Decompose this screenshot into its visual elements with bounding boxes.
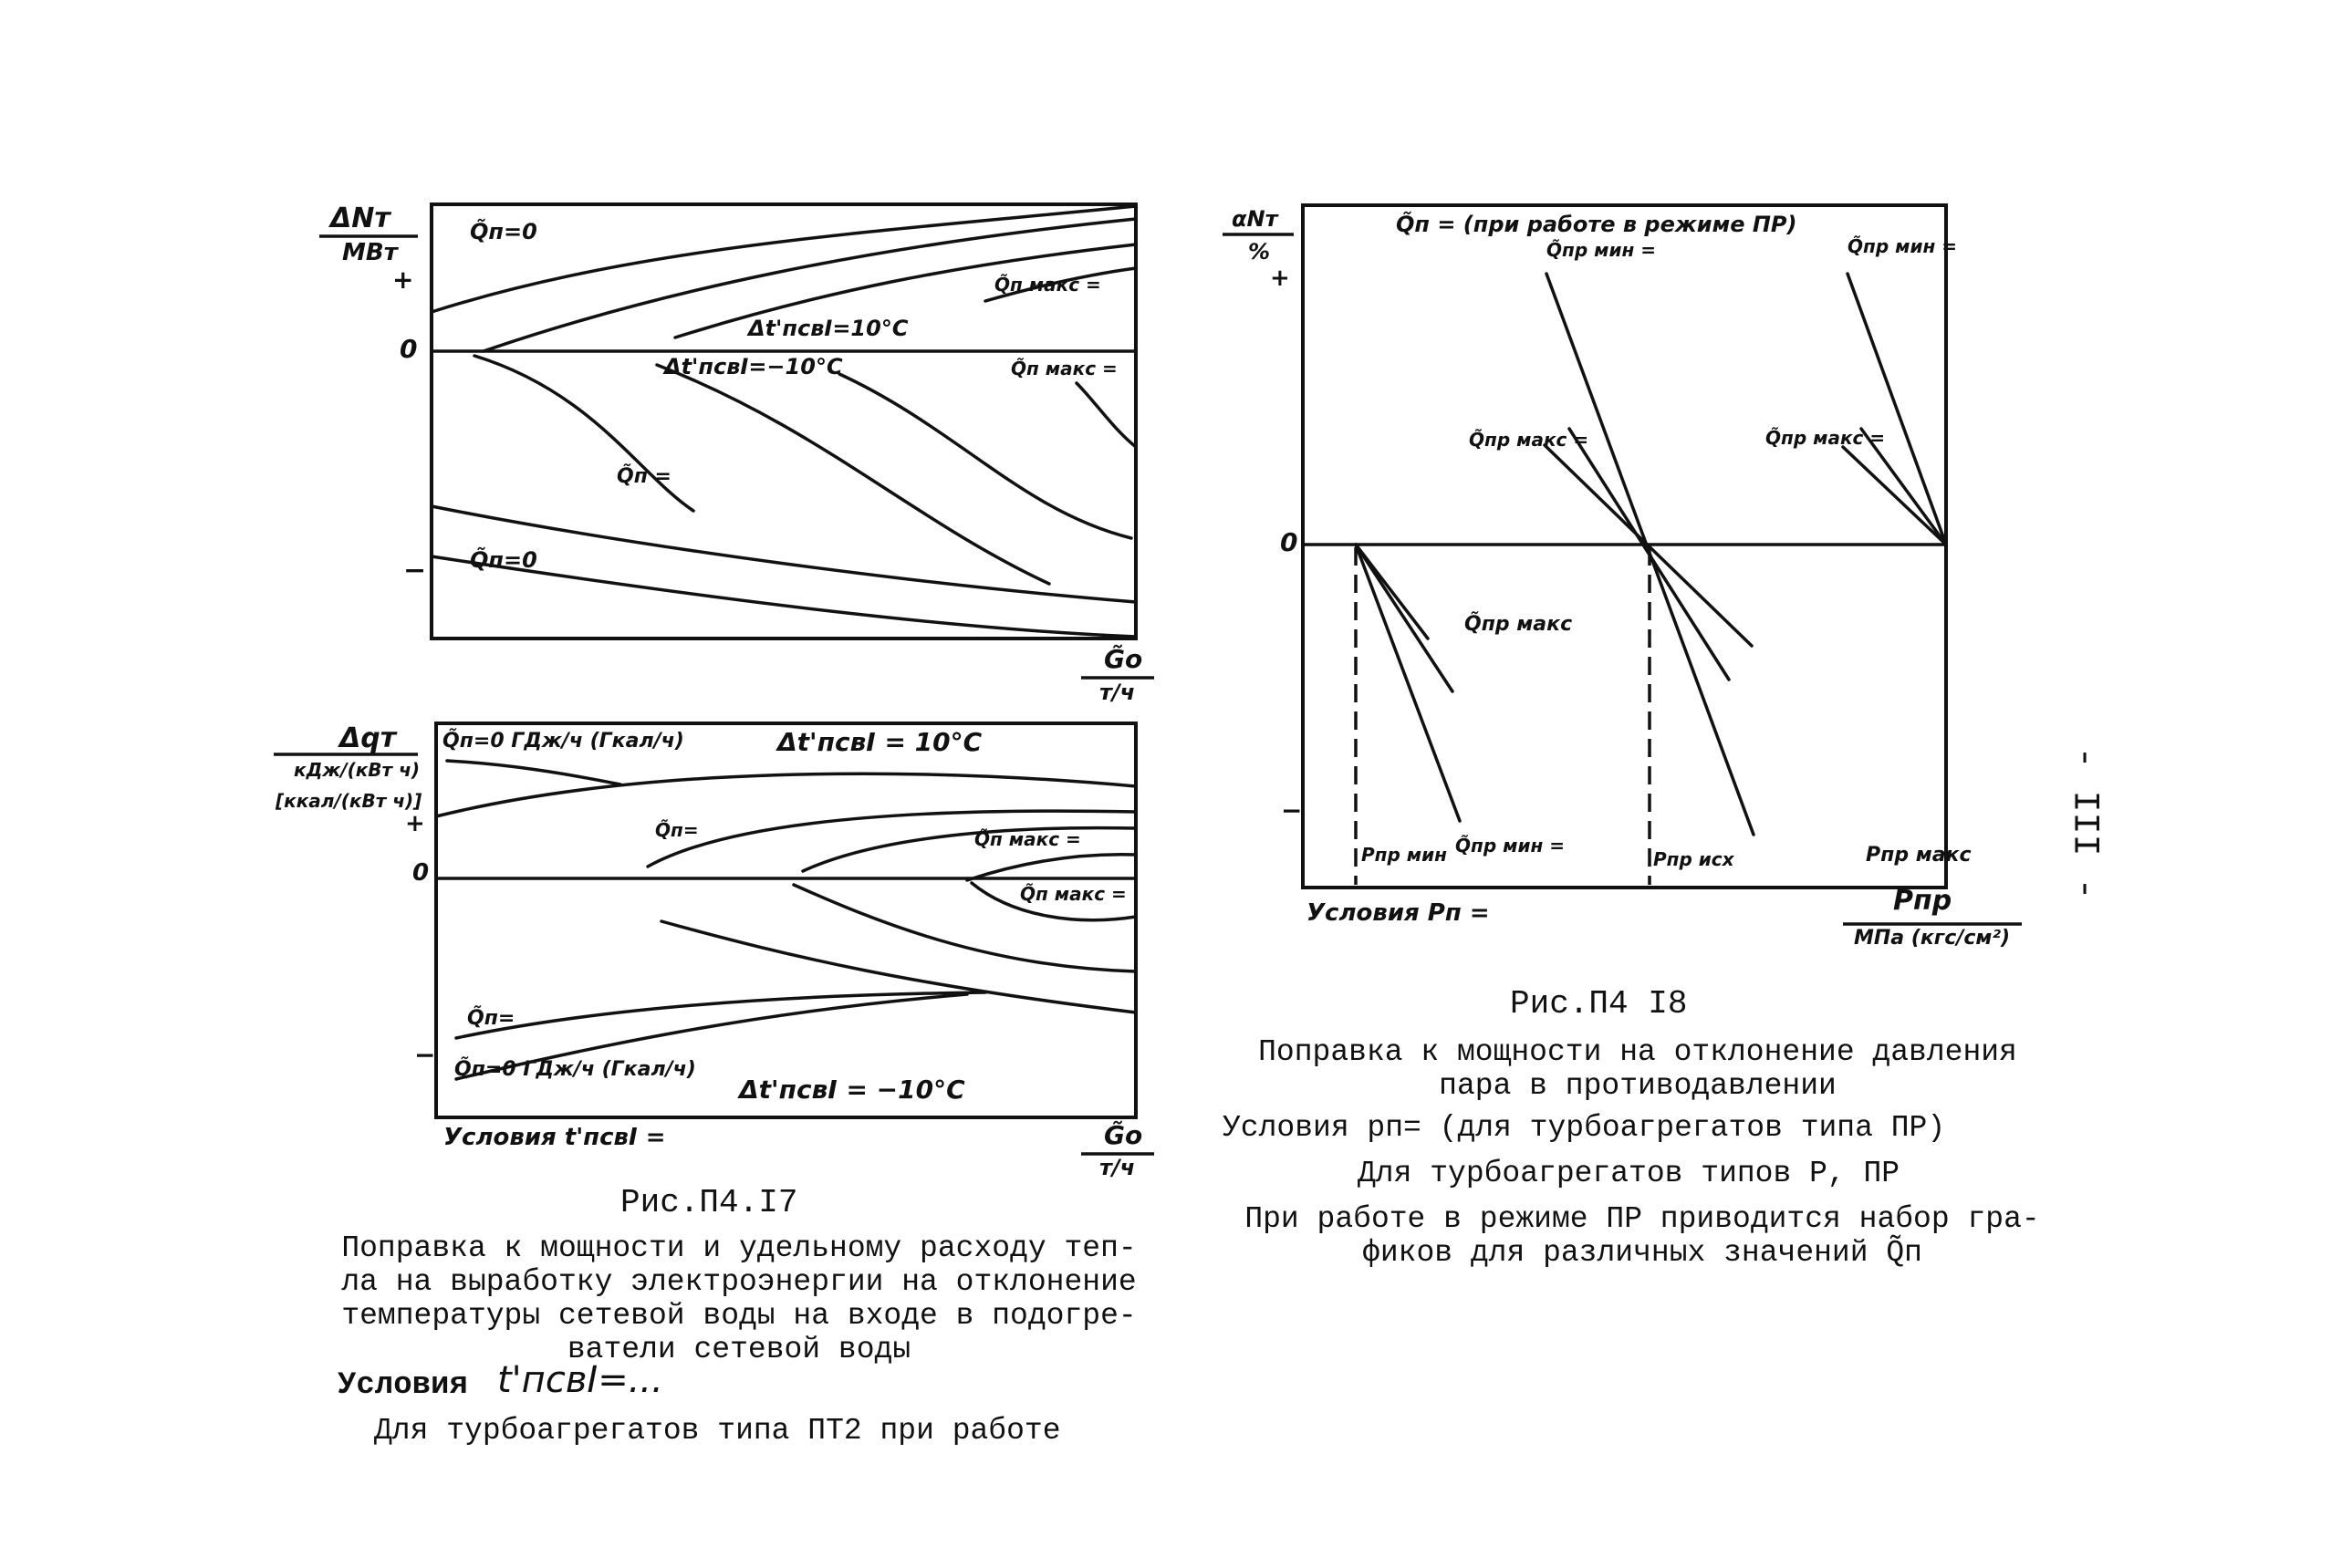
bottom-chart-plus-sign: + [405, 810, 425, 837]
fig18-note [1213, 1202, 2071, 1270]
fig18-frame [1303, 205, 1946, 888]
fig17-caption-line-2: ла на выработку электроэнергии на отклонение [341, 1265, 1137, 1299]
fig18-conditions-line: Условия pп= (для турбоагрегатов типа ПР) [1223, 1111, 1946, 1145]
top-chart-ylabel-denominator: МВт [342, 239, 398, 266]
top-label-qn-eq: Q̃п = [617, 465, 671, 488]
bottom-label-qn-eq-1: Q̃п= [655, 819, 699, 841]
top-chart-minus-sign: − [403, 555, 427, 587]
fig18-line-left-3 [1356, 545, 1428, 639]
bottom-label-qn-max-1: Q̃п макс = [974, 828, 1081, 850]
bottom-chart-xlabel-denominator: т/ч [1099, 1155, 1136, 1180]
fig18-caption [1227, 1035, 2048, 1103]
fig18-label-qpr-max-2: Q̃пр макс = [1765, 427, 1886, 449]
top-chart-xlabel-denominator: т/ч [1099, 680, 1136, 705]
top-label-qn-max-mid: Q̃п макс = [1011, 358, 1118, 379]
bottom-label-dt-minus: Δt'псвI = −10°C [739, 1075, 965, 1105]
fig18-label-qpr-max-3: Q̃пр макс [1464, 613, 1573, 636]
fig18-conditions: Условия Pп = [1306, 899, 1490, 927]
bottom-label-qn-zero-bottom: Q̃п=0 ГДж/ч (Гкал/ч) [454, 1058, 696, 1081]
fig17-note: Для турбоагрегатов типа ПТ2 при работе [374, 1414, 1061, 1448]
top-label-qn-zero: Q̃п=0 [470, 219, 537, 244]
top-chart-xlabel-numerator: G̃o [1104, 644, 1143, 674]
page-number: - III - [2063, 746, 2105, 900]
fig18-label-p-isx: Pпр исх [1653, 848, 1734, 870]
fig18-line-left-1 [1356, 545, 1460, 821]
bottom-label-dt-plus: Δt'псвI = 10°C [777, 727, 983, 757]
fig17-caption-line-1: Поправка к мощности и удельному расходу теп- [341, 1231, 1137, 1265]
fig17-caption-line-3: температуры сетевой воды на входе в подогре- [341, 1299, 1137, 1333]
top-label-dt-plus: Δt'псвI=10°C [748, 316, 909, 341]
bottom-chart-conditions: Условия t'псвI = [443, 1124, 666, 1151]
bottom-label-qn-eq-2: Q̃п= [467, 1007, 515, 1030]
fig18-top-note: Q̃п = (при работе в режиме ПР) [1396, 212, 1797, 237]
fig18-plus-sign: + [1270, 265, 1290, 292]
fig18-label-qpr-min-3: Q̃пр мин = [1455, 835, 1565, 857]
fig18-label-p-min: Pпр мин [1361, 844, 1447, 866]
fig18-xlabel-numerator: Pпр [1893, 885, 1952, 917]
fig18-number: Рис.П4 I8 [1510, 985, 1688, 1023]
bottom-chart-xlabel-numerator: G̃o [1104, 1120, 1143, 1150]
fig18-label-p-max: Pпр макс [1866, 844, 1972, 867]
fig17-caption-line-4: ватели сетевой воды [567, 1333, 911, 1366]
fig18-label-qpr-min-2: Q̃пр мин = [1848, 235, 1957, 257]
fig18-ylabel-denominator: % [1248, 239, 1271, 265]
fig18-types-line: Для турбоагрегатов типов Р, ПР [1358, 1157, 1900, 1190]
top-chart-ylabel-numerator: ΔNт [330, 202, 390, 234]
fig17-conditions-prefix: Условия [338, 1368, 468, 1403]
top-label-qn-zero-bottom: Q̃п=0 [470, 547, 537, 573]
bottom-chart-ylabel-denominator-2: [ккал/(кВт ч)] [276, 790, 422, 812]
fig18-label-qpr-max-1: Q̃пр макс = [1469, 429, 1589, 451]
top-label-qn-max: Q̃п макс = [994, 274, 1101, 296]
fig18-ylabel-numerator: αNт [1232, 206, 1278, 232]
fig18-caption-line-2: пара в противодавлении [1439, 1069, 1837, 1103]
bottom-label-qn-zero-top: Q̃п=0 ГДж/ч (Гкал/ч) [442, 730, 684, 753]
bottom-chart-zero-label: 0 [412, 859, 430, 887]
fig18-xlabel-denominator: МПа (кгс/см²) [1854, 927, 2011, 950]
fig17-number: Рис.П4.I7 [620, 1184, 798, 1221]
fig18-note-line-2: фиков для различных значений Q̃п [1362, 1236, 1922, 1270]
fig18-line-right-2 [1843, 447, 1946, 545]
bottom-chart-ylabel-denominator-1: кДж/(кВт ч) [294, 759, 420, 781]
fig18-note-line-1: При работе в режиме ПР приводится набор гра- [1244, 1202, 2040, 1236]
bottom-chart-ylabel-numerator: Δqт [339, 722, 397, 754]
fig18-label-qpr-min-1: Q̃пр мин = [1546, 239, 1656, 261]
top-chart-zero-label: 0 [400, 334, 418, 364]
top-chart-plus-sign: + [392, 265, 414, 295]
fig18-zero-label: 0 [1280, 527, 1298, 557]
bottom-label-qn-max-2: Q̃п макс = [1020, 883, 1127, 905]
top-label-dt-minus: Δt'псвI=−10°C [664, 354, 843, 379]
fig18-line-right-1 [1848, 274, 1946, 545]
fig18-minus-sign: − [1281, 795, 1303, 826]
bottom-chart-minus-sign: − [414, 1040, 436, 1070]
fig18-caption-line-1: Поправка к мощности на отклонение давления [1258, 1035, 2017, 1069]
fig17-conditions-formula: t'псвI=... [497, 1359, 663, 1401]
